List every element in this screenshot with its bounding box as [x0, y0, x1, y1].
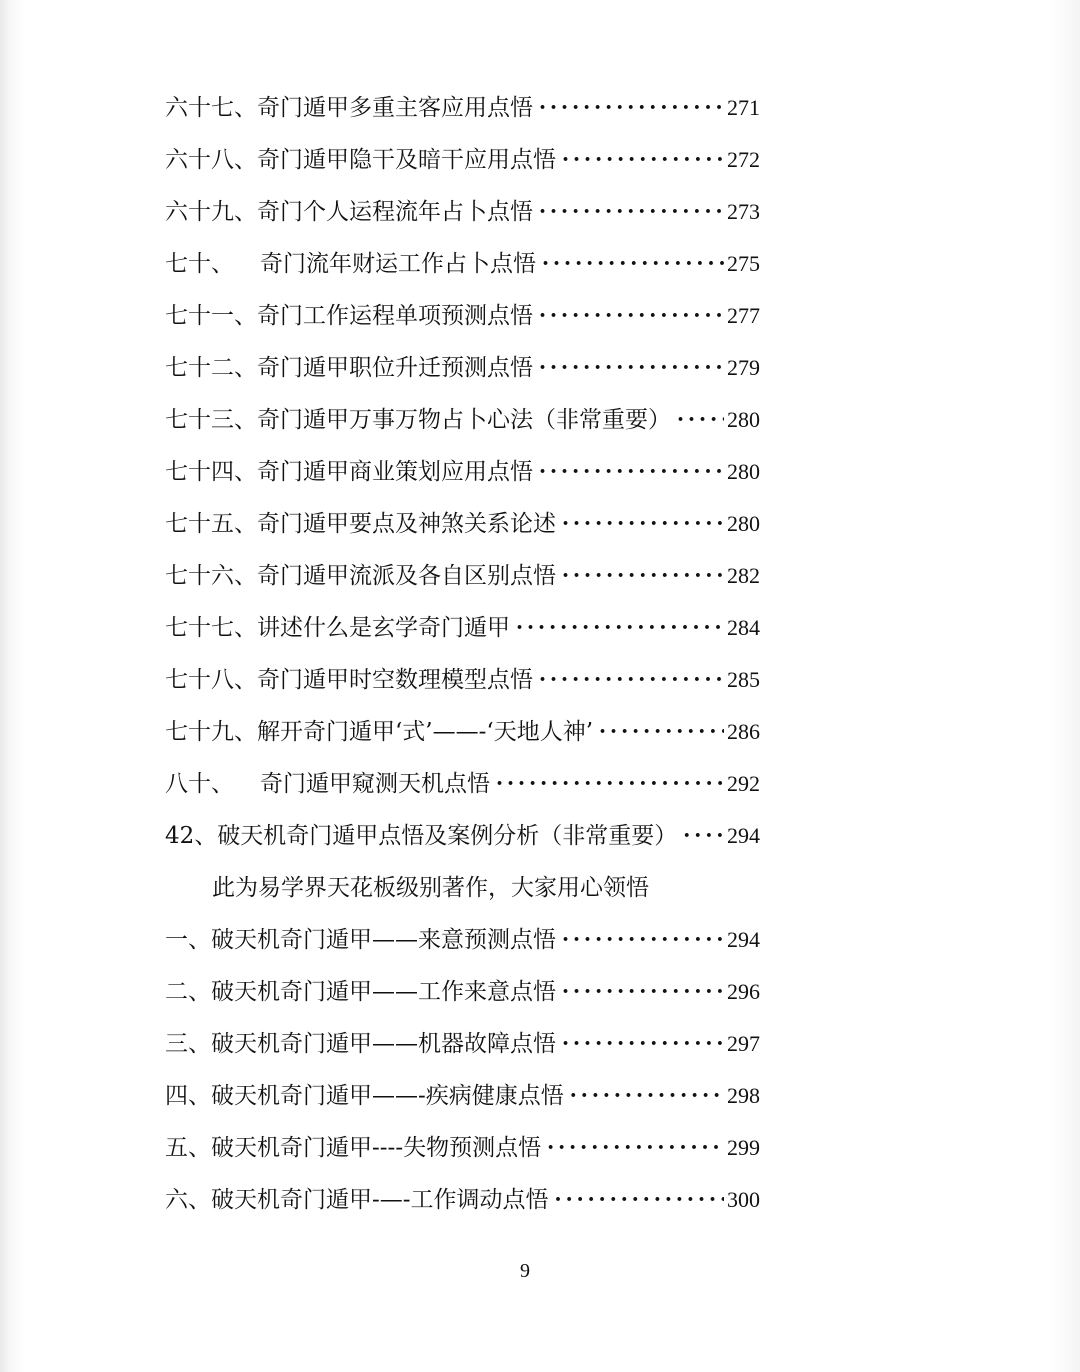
toc-entry-number: 七十一、 — [165, 303, 257, 329]
toc-entry-title: 奇门遁甲商业策划应用点悟 — [257, 459, 533, 485]
section-note: 此为易学界天花板级别著作，大家用心领悟 — [212, 875, 649, 901]
toc-entry-title: 破天机奇门遁甲----失物预测点悟 — [211, 1135, 542, 1161]
toc-entry-title: 破天机奇门遁甲点悟及案例分析（非常重要） — [217, 823, 678, 849]
dot-leader — [533, 653, 724, 708]
toc-entry-number: 八十、 — [165, 771, 234, 797]
toc-entry-title: 破天机奇门遁甲——机器故障点悟 — [211, 1031, 556, 1057]
toc-entry-number: 七十四、 — [165, 459, 257, 485]
dot-leader — [533, 81, 724, 136]
toc-entry-page: 300 — [727, 1187, 760, 1212]
toc-entry-number: 六十九、 — [165, 199, 257, 225]
toc-entry-title: 奇门遁甲要点及神煞关系论述 — [257, 511, 556, 537]
dot-leader — [677, 809, 724, 864]
toc-entry-title: 奇门遁甲多重主客应用点悟 — [257, 95, 533, 121]
toc-entry-title: 破天机奇门遁甲——-疾病健康点悟 — [211, 1083, 564, 1109]
toc-entry — [165, 810, 760, 862]
toc-entry-page: 280 — [727, 511, 760, 536]
toc-entry — [165, 654, 760, 706]
toc-entry — [165, 394, 760, 446]
dot-leader — [556, 965, 724, 1020]
toc-entry-number: 七十七、 — [165, 615, 257, 641]
toc-sub-entry — [165, 1174, 760, 1226]
toc-entry — [165, 706, 760, 758]
dot-leader — [490, 757, 724, 812]
toc-entry-title: 破天机奇门遁甲-—-工作调动点悟 — [211, 1187, 549, 1213]
toc-entry-page: 282 — [727, 563, 760, 588]
toc-sub-entry — [165, 1018, 760, 1070]
toc-entry-page: 285 — [727, 667, 760, 692]
toc-entry — [165, 82, 760, 134]
toc-entry-page: 279 — [727, 355, 760, 380]
dot-leader — [510, 601, 724, 656]
toc-entry-title: 奇门流年财运工作占卜点悟 — [260, 251, 536, 277]
dot-leader — [671, 393, 724, 448]
toc-entry — [165, 186, 760, 238]
toc-entry-title: 奇门遁甲万事万物占卜心法（非常重要） — [257, 407, 671, 433]
dot-leader — [564, 1069, 724, 1124]
dot-leader — [541, 1121, 724, 1176]
toc-entry-page: 273 — [727, 199, 760, 224]
toc-entry-number: 42、 — [165, 823, 218, 849]
toc-entry-number: 六、 — [165, 1187, 211, 1213]
toc-entry-number: 四、 — [165, 1083, 211, 1109]
toc-entry — [165, 446, 760, 498]
toc-entry-page: 298 — [727, 1083, 760, 1108]
toc-entry-title: 讲述什么是玄学奇门遁甲 — [257, 615, 510, 641]
dot-leader — [533, 289, 724, 344]
toc-entry-page: 275 — [727, 251, 760, 276]
table-of-contents — [165, 82, 760, 1226]
toc-entry — [165, 290, 760, 342]
toc-entry-page: 280 — [727, 459, 760, 484]
toc-entry-title: 奇门遁甲隐干及暗干应用点悟 — [257, 147, 556, 173]
toc-entry — [165, 550, 760, 602]
toc-entry-page: 294 — [727, 927, 760, 952]
toc-sub-entry — [165, 966, 760, 1018]
toc-entry-number: 七十、 — [165, 251, 234, 277]
toc-sub-entry — [165, 1122, 760, 1174]
toc-entry-number: 五、 — [165, 1135, 211, 1161]
toc-entry-page: 296 — [727, 979, 760, 1004]
dot-leader — [536, 237, 724, 292]
toc-entry-title: 奇门遁甲职位升迁预测点悟 — [257, 355, 533, 381]
toc-entry-page: 284 — [727, 615, 760, 640]
toc-entry — [165, 498, 760, 550]
dot-leader — [533, 445, 724, 500]
dot-leader — [556, 913, 724, 968]
toc-entry-number: 六十七、 — [165, 95, 257, 121]
toc-entry — [165, 238, 760, 290]
toc-entry-title: 奇门个人运程流年占卜点悟 — [257, 199, 533, 225]
toc-entry-number: 七十五、 — [165, 511, 257, 537]
toc-entry-title: 奇门遁甲时空数理模型点悟 — [257, 667, 533, 693]
toc-entry-number: 七十九、 — [165, 719, 257, 745]
toc-entry-page: 280 — [727, 407, 760, 432]
toc-entry-number: 六十八、 — [165, 147, 257, 173]
page-number: 9 — [520, 1260, 530, 1282]
toc-entry — [165, 342, 760, 394]
toc-entry-page: 294 — [727, 823, 760, 848]
toc-entry-page: 297 — [727, 1031, 760, 1056]
toc-entry-number: 二、 — [165, 979, 211, 1005]
toc-entry-number: 七十六、 — [165, 563, 257, 589]
toc-entry-number: 三、 — [165, 1031, 211, 1057]
toc-entry — [165, 602, 760, 654]
toc-entry-page: 299 — [727, 1135, 760, 1160]
toc-entry-title: 解开奇门遁甲‘式’——-‘天地人神’ — [257, 719, 594, 745]
toc-entry-page: 292 — [727, 771, 760, 796]
toc-entry-page: 277 — [727, 303, 760, 328]
dot-leader — [593, 705, 724, 760]
toc-entry — [165, 758, 760, 810]
toc-entry-number: 一、 — [165, 927, 211, 953]
toc-entry-page: 271 — [727, 95, 760, 120]
toc-entry-number: 七十二、 — [165, 355, 257, 381]
dot-leader — [556, 133, 724, 188]
dot-leader — [533, 185, 724, 240]
toc-entry-title: 破天机奇门遁甲——来意预测点悟 — [211, 927, 556, 953]
toc-entry-title: 奇门工作运程单项预测点悟 — [257, 303, 533, 329]
dot-leader — [556, 497, 724, 552]
toc-sub-entry — [165, 914, 760, 966]
dot-leader — [549, 1173, 724, 1228]
toc-entry-page: 272 — [727, 147, 760, 172]
toc-entry — [165, 134, 760, 186]
toc-entry-title: 奇门遁甲流派及各自区别点悟 — [257, 563, 556, 589]
toc-entry-number: 七十三、 — [165, 407, 257, 433]
toc-entry-page: 286 — [727, 719, 760, 744]
toc-entry-number: 七十八、 — [165, 667, 257, 693]
toc-sub-entry — [165, 1070, 760, 1122]
toc-entry-title: 奇门遁甲窥测天机点悟 — [260, 771, 490, 797]
dot-leader — [556, 1017, 724, 1072]
dot-leader — [533, 341, 724, 396]
dot-leader — [556, 549, 724, 604]
toc-entry-title: 破天机奇门遁甲——工作来意点悟 — [211, 979, 556, 1005]
